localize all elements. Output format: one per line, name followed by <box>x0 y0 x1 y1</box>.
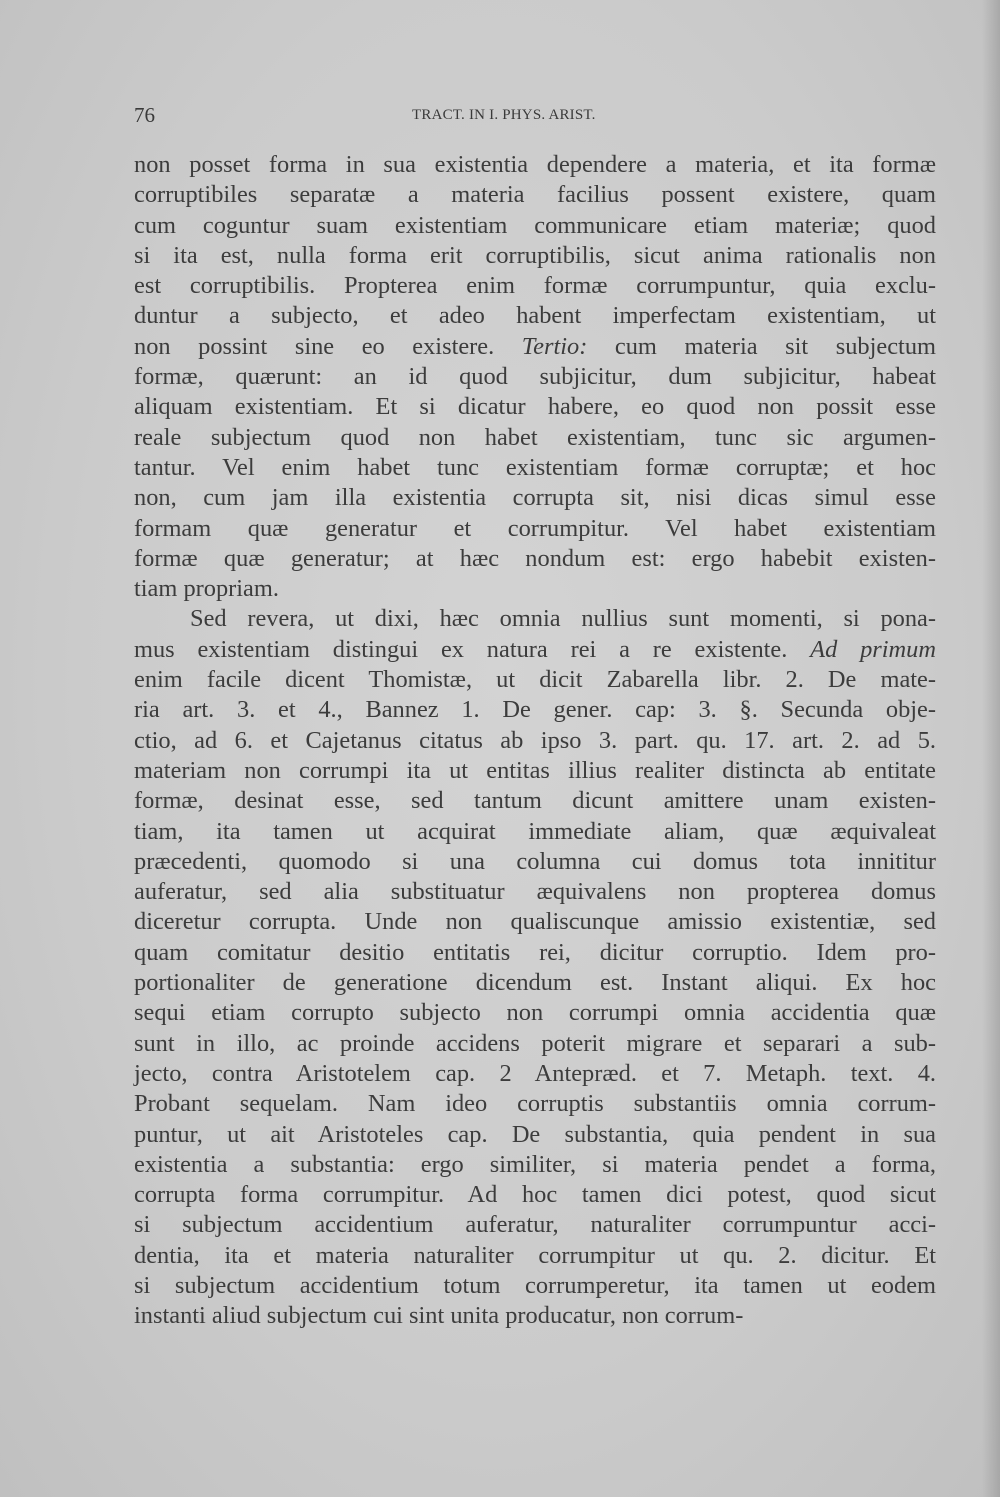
text-line: tantur. Vel enim habet tunc existentiam formæ corruptæ; et hoc <box>134 453 936 481</box>
text-line: quam comitatur desitio entitatis rei, dicitur corruptio. Idem pro- <box>134 938 936 966</box>
text-line: non posset forma in sua existentia dependere a materia, et ita formæ <box>134 151 936 178</box>
text-line: sunt in illo, ac proinde accidens poterit migrare et separari a sub- <box>134 1029 936 1057</box>
text-line: non possint sine eo existere. Tertio: cum materia sit subjectum <box>134 332 936 360</box>
text-line: diceretur corrupta. Unde non qualiscunque amissio existentiæ, sed <box>134 908 936 936</box>
text-line: Sed revera, ut dixi, hæc omnia nullius sunt momenti, si pona- <box>190 605 936 633</box>
text-line: auferatur, sed alia substituatur æquivalens non propterea domus <box>134 878 936 906</box>
text-line: ctio, ad 6. et Cajetanus citatus ab ipso 3. part. qu. 17. art. 2. ad 5. <box>134 726 936 754</box>
text-line: formæ, desinat esse, sed tantum dicunt amittere unam existen- <box>134 787 936 815</box>
text-line: corrupta forma corrumpitur. Ad hoc tamen dici potest, quod sicut <box>134 1181 936 1209</box>
body-text <box>134 150 936 1332</box>
text-line: tiam, ita tamen ut acquirat immediate aliam, quæ æquivaleat <box>134 817 936 845</box>
text-line: reale subjectum quod non habet existentiam, tunc sic argumen- <box>134 423 936 451</box>
text-line: ria art. 3. et 4., Bannez 1. De gener. cap: 3. §. Secunda obje- <box>134 696 936 724</box>
scan-shadow-edge <box>982 0 1000 1497</box>
text-line: existentia a substantia: ergo similiter, si materia pendet a forma, <box>134 1150 936 1178</box>
paragraph-2 <box>134 604 936 1331</box>
text-line: non, cum jam illa existentia corrupta sit, nisi dicas simul esse <box>134 484 936 512</box>
text-line: formæ quæ generatur; at hæc nondum est: ergo habebit existen- <box>134 544 936 572</box>
text-line: jecto, contra Aristotelem cap. 2 Antepræd. et 7. Metaph. text. 4. <box>134 1059 936 1087</box>
text-line: tiam propriam. <box>134 575 279 603</box>
text-line: formæ, quærunt: an id quod subjicitur, dum subjicitur, habeat <box>134 363 936 391</box>
text-line: instanti aliud subjectum cui sint unita producatur, non corrum- <box>134 1302 744 1330</box>
text-line: si subjectum accidentium totum corrumperetur, ita tamen ut eodem <box>134 1271 936 1299</box>
text-line: corruptibiles separatæ a materia facilius possent existere, quam <box>134 181 936 209</box>
page-number: 76 <box>134 103 155 127</box>
text-line: enim facile dicent Thomistæ, ut dicit Zabarella libr. 2. De mate- <box>134 666 936 694</box>
text-line: dentia, ita et materia naturaliter corrumpitur ut qu. 2. dicitur. Et <box>134 1241 936 1269</box>
text-line: præcedenti, quomodo si una columna cui domus tota innititur <box>134 847 936 875</box>
paragraph-1 <box>134 150 936 604</box>
text-line: si subjectum accidentium auferatur, naturaliter corrumpuntur acci- <box>134 1211 936 1239</box>
page-header <box>134 103 934 131</box>
text-line: mus existentiam distingui ex natura rei a re existente. Ad primum <box>134 635 936 663</box>
text-line: Probant sequelam. Nam ideo corruptis substantiis omnia corrum- <box>134 1090 936 1118</box>
text-line: cum coguntur suam existentiam communicare etiam materiæ; quod <box>134 211 936 239</box>
text-line: si ita est, nulla forma erit corruptibilis, sicut anima rationalis non <box>134 241 936 269</box>
text-line: formam quæ generatur et corrumpitur. Vel habet existentiam <box>134 514 936 542</box>
text-line: est corruptibilis. Propterea enim formæ corrumpuntur, quia exclu- <box>134 272 936 300</box>
text-line: aliquam existentiam. Et si dicatur habere, eo quod non possit esse <box>134 393 936 421</box>
text-line: portionaliter de generatione dicendum est. Instant aliqui. Ex hoc <box>134 969 936 997</box>
text-line: duntur a subjecto, et adeo habent imperfectam existentiam, ut <box>134 302 936 330</box>
text-line: sequi etiam corrupto subjecto non corrumpi omnia accidentia quæ <box>134 999 936 1027</box>
text-line: puntur, ut ait Aristoteles cap. De substantia, quia pendent in sua <box>134 1120 936 1148</box>
running-title: TRACT. IN I. PHYS. ARIST. <box>412 107 596 123</box>
text-line: materiam non corrumpi ita ut entitas illius realiter distincta ab entitate <box>134 756 936 784</box>
